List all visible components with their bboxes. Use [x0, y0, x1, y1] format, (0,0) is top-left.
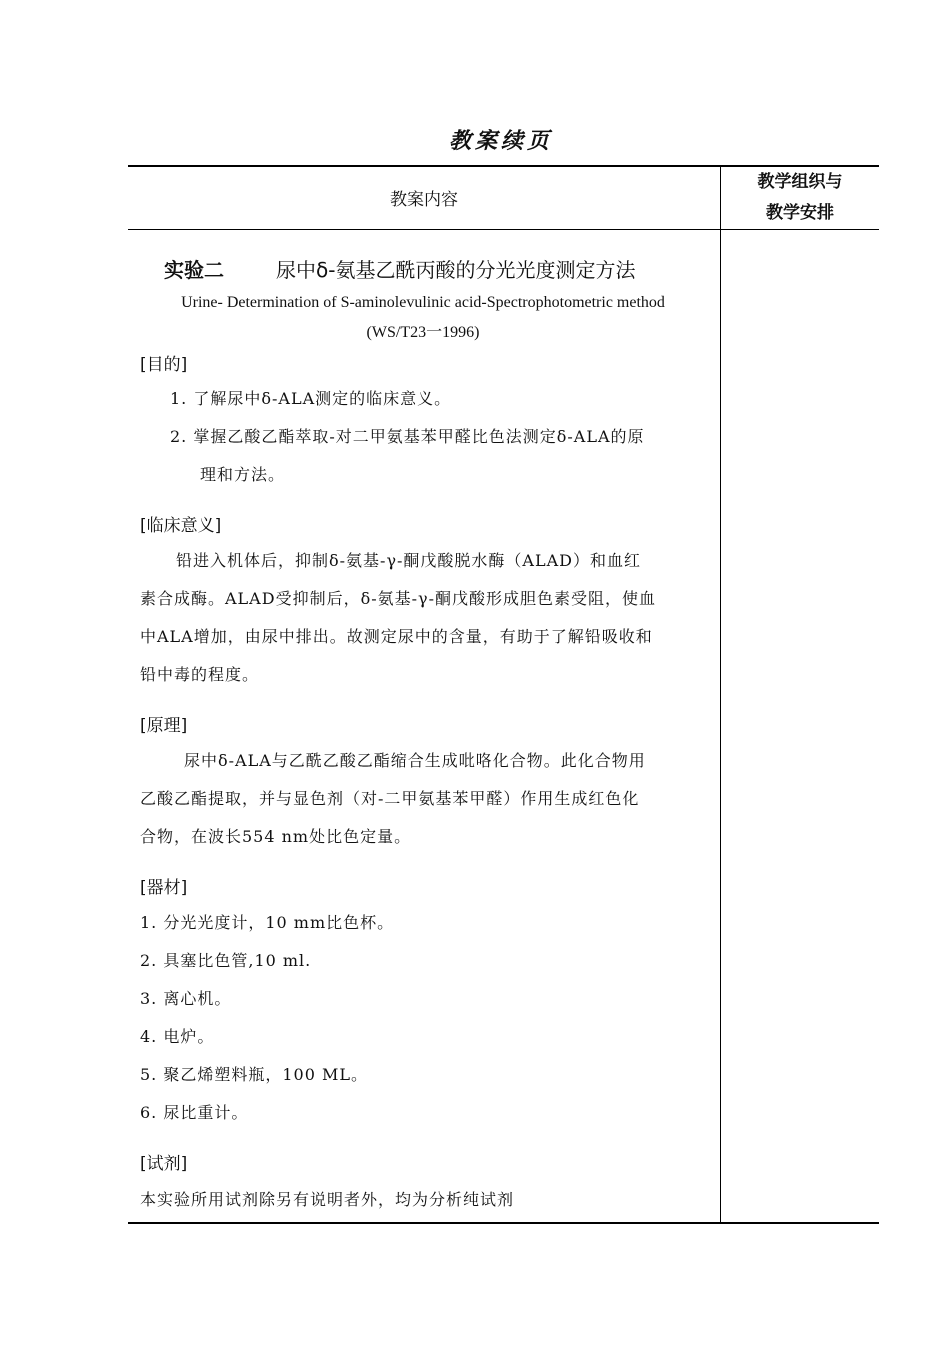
clinical-paragraph-line: 中ALA增加，由尿中排出。故测定尿中的含量，有助于了解铅吸收和 [140, 627, 653, 646]
clinical-paragraph-line: 铅进入机体后，抑制δ-氨基-γ-酮戊酸脱水酶（ALAD）和血红 [176, 551, 641, 570]
english-title: Urine- Determination of S-aminolevulinic acid-Spectrophotometric method [181, 294, 665, 311]
principle-heading: [原理] [140, 716, 188, 736]
principle-paragraph-line: 合物，在波长554 nm处比色定量。 [140, 827, 412, 846]
clinical-heading: [临床意义] [140, 516, 222, 536]
clinical-paragraph-line: 素合成酶。ALAD受抑制后，δ-氨基-γ-酮戊酸形成胆色素受阻，使血 [140, 589, 656, 608]
reagents-heading: [试剂] [140, 1154, 188, 1174]
equipment-heading: [器材] [140, 878, 188, 898]
experiment-name: 尿中δ-氨基乙酰丙酸的分光光度测定方法 [276, 258, 636, 282]
table-bottom-border [128, 1222, 879, 1224]
principle-paragraph-line: 乙酸乙酯提取，并与显色剂（对-二甲氨基苯甲醛）作用生成红色化 [140, 789, 640, 808]
equipment-item: 1. 分光光度计，10 mm比色杯。 [140, 913, 395, 932]
equipment-item: 5. 聚乙烯塑料瓶，100 ML。 [140, 1065, 368, 1084]
reagents-note: 本实验所用试剂除另有说明者外，均为分析纯试剂 [140, 1190, 515, 1209]
clinical-paragraph-line: 铅中毒的程度。 [140, 665, 260, 684]
purpose-item: 1. 了解尿中δ-ALA测定的临床意义。 [170, 389, 452, 408]
principle-paragraph-line: 尿中δ-ALA与乙酰乙酸乙酯缩合生成吡咯化合物。此化合物用 [184, 751, 646, 770]
equipment-item: 3. 离心机。 [140, 989, 232, 1008]
purpose-item-continued: 理和方法。 [200, 465, 286, 484]
experiment-label: 实验二 [164, 258, 224, 282]
equipment-item: 4. 电炉。 [140, 1027, 215, 1046]
column-divider [720, 165, 721, 1224]
standard-code: (WS/T23一1996) [366, 324, 480, 341]
purpose-item: 2. 掌握乙酸乙酯萃取-对二甲氨基苯甲醛比色法测定δ-ALA的原 [170, 427, 645, 446]
page-title: 教案续页 [448, 128, 553, 154]
arrangement-header-line1: 教学组织与 [757, 171, 843, 192]
arrangement-column-header [721, 165, 879, 230]
content-column-header: 教案内容 [390, 190, 458, 210]
lesson-plan-table [128, 165, 879, 1224]
equipment-item: 2. 具塞比色管,10 ml. [140, 951, 312, 970]
equipment-item: 6. 尿比重计。 [140, 1103, 249, 1122]
arrangement-header-line2: 教学安排 [766, 202, 834, 223]
purpose-heading: [目的] [140, 355, 188, 375]
